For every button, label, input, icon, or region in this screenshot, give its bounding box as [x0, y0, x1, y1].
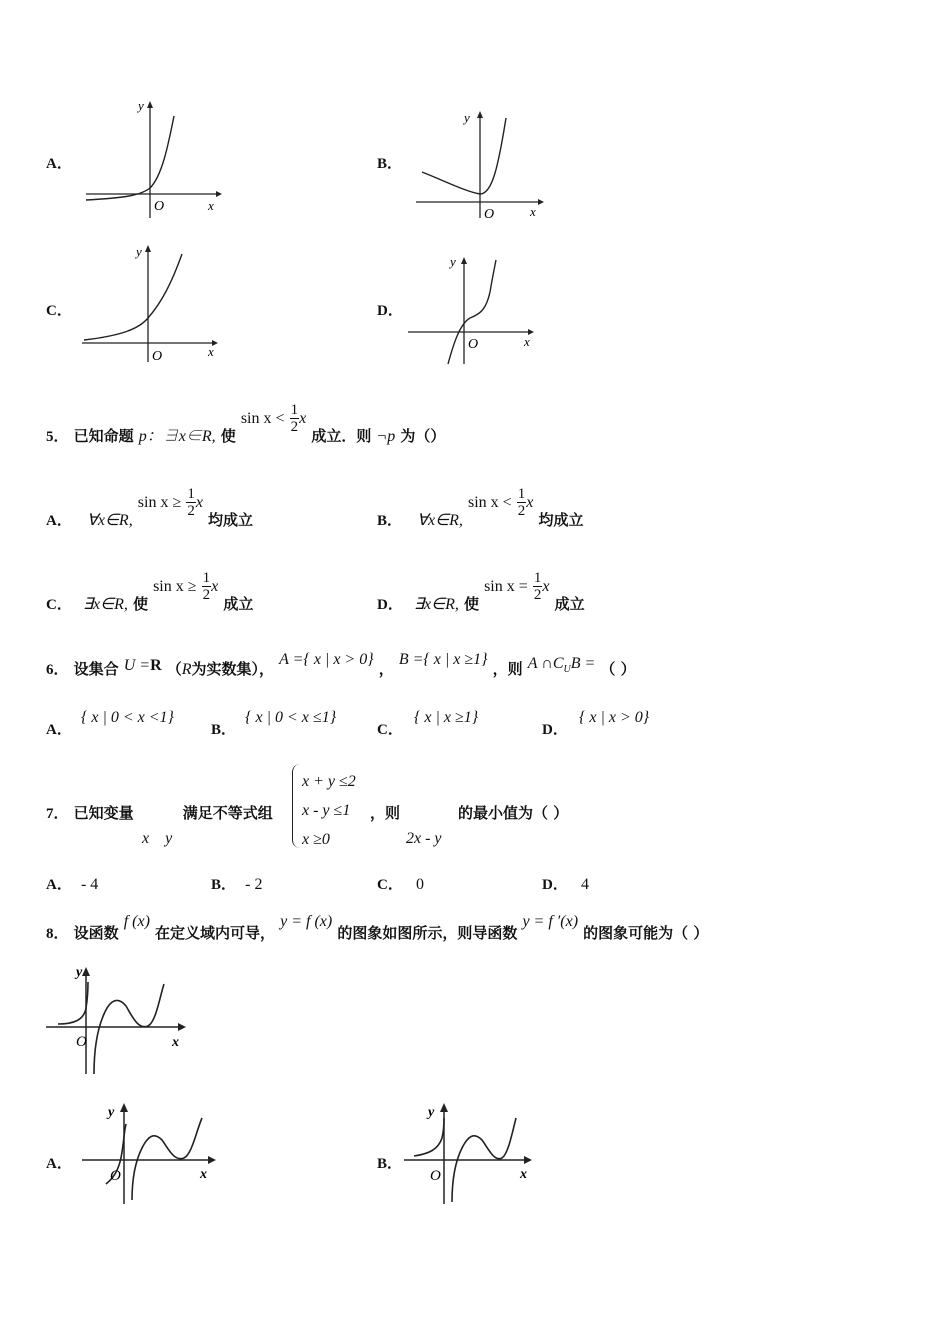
- q7-option-b[interactable]: B． - 2: [211, 876, 263, 893]
- q5-option-c[interactable]: C． ∃x∈R, 使 sin x ≥ $\frac{1}{2}$ x 成立: [46, 570, 254, 613]
- q4-option-b-label: B．: [377, 156, 403, 172]
- q8-b-origin-label: O: [430, 1168, 441, 1184]
- q4-d-y-label: y: [450, 254, 456, 269]
- q7-option-c[interactable]: C． 0: [377, 876, 424, 893]
- q5-option-a[interactable]: A． ∀x∈R, sin x ≥ $\frac{1}{2}$ x 均成立: [46, 486, 254, 529]
- q4-c-y-label: y: [136, 244, 142, 259]
- q8-b-x-label: x: [520, 1167, 527, 1182]
- q5-fraction: $\frac{1}{2}$: [290, 402, 299, 435]
- q6-option-b[interactable]: B． { x | 0 < x ≤1}: [211, 709, 337, 738]
- q4-option-d-graph: [404, 252, 538, 366]
- q4-b-y-label: y: [464, 110, 470, 125]
- q8-stem: 8． 设函数 f (x) 在定义域内可导， y = f (x) 的图象如图所示，则导函数 y = f ′(x) 的图象可能为（ ）: [46, 913, 709, 942]
- q8-a-y-label: y: [108, 1105, 115, 1120]
- q8-function-graph: [44, 960, 190, 1080]
- q4-c-origin-label: O: [152, 349, 163, 364]
- q5-option-d[interactable]: D． ∃x∈R, 使 sin x = $\frac{1}{2}$ x 成立: [377, 570, 585, 613]
- q6-option-c[interactable]: C． { x | x ≥1}: [377, 709, 479, 738]
- q4-a-origin-label: O: [154, 199, 165, 214]
- q8-option-a-graph: [80, 1096, 220, 1208]
- q7-stem: 7． 已知变量 满足不等式组: [46, 804, 273, 822]
- q8-option-a-label: A．: [46, 1156, 72, 1172]
- q8-number: 8．: [46, 926, 69, 942]
- q5-option-b[interactable]: B． ∀x∈R, sin x < $\frac{1}{2}$ x 均成立: [377, 486, 584, 529]
- q4-a-y-label: y: [138, 98, 144, 113]
- q4-d-origin-label: O: [468, 337, 479, 352]
- q6-number: 6．: [46, 662, 69, 678]
- q8-graph-y-label: y: [76, 965, 83, 980]
- q8-a-origin-label: O: [110, 1168, 121, 1184]
- q8-graph-origin-label: O: [76, 1034, 87, 1050]
- q7-system: x + y ≤2 x - y ≤1 x ≥0: [302, 773, 356, 848]
- q7-brace: [292, 764, 301, 848]
- q4-option-a-graph: [82, 96, 222, 220]
- q6-set-a: A ={ x | x > 0}: [279, 651, 374, 668]
- q4-c-x-label: x: [208, 344, 214, 359]
- q8-a-x-label: x: [200, 1167, 207, 1182]
- q5-number: 5．: [46, 429, 69, 445]
- q5-stem: 5． 已知命题 p：∃x∈R, 使 sin x < $\frac{1}{2}$ x 成立．则 ¬p 为（）: [46, 402, 446, 445]
- q4-option-c-graph: [78, 242, 222, 364]
- q6-stem: 6． 设集合 U =R （R为实数集）， A ={ x | x > 0} ， B ={ x | x ≥1} ，则 A $\cap C_UB$ = （ ）: [46, 651, 636, 678]
- q4-a-x-label: x: [208, 198, 214, 213]
- q8-option-b-graph: [402, 1096, 542, 1208]
- q4-option-a-label: A．: [46, 156, 72, 172]
- q8-option-b-label: B．: [377, 1156, 403, 1172]
- q4-b-x-label: x: [530, 204, 536, 219]
- q4-option-c-label: C．: [46, 303, 72, 319]
- q7-option-d[interactable]: D． 4: [542, 876, 589, 893]
- q7-expr: 2x - y: [406, 830, 442, 847]
- q6-set-b: B ={ x | x ≥1}: [398, 651, 488, 668]
- q4-option-b-graph: [412, 108, 546, 220]
- q7-option-a[interactable]: A． - 4: [46, 876, 99, 893]
- q6-option-d[interactable]: D． { x | x > 0}: [542, 709, 650, 738]
- q4-d-x-label: x: [524, 334, 530, 349]
- q4-b-origin-label: O: [484, 207, 495, 220]
- q8-b-y-label: y: [428, 1105, 435, 1120]
- q4-option-d-label: D．: [377, 303, 403, 319]
- q7-vars: x y: [142, 830, 173, 847]
- q6-option-a[interactable]: A． { x | 0 < x <1}: [46, 709, 174, 738]
- q8-graph-x-label: x: [172, 1035, 179, 1050]
- q7-number: 7．: [46, 806, 69, 822]
